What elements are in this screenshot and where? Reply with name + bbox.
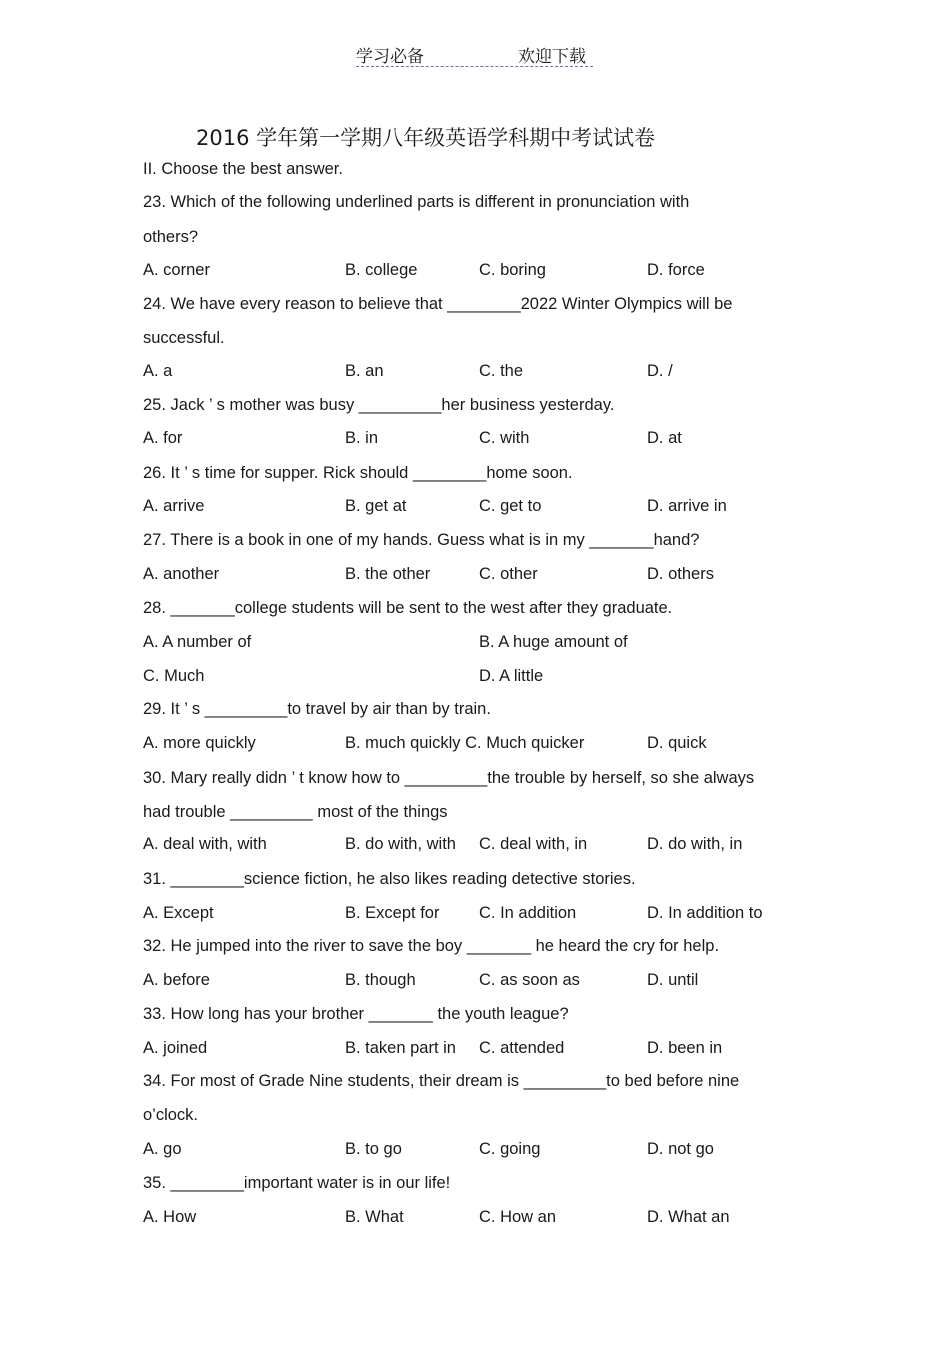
option-a: A. arrive <box>143 497 205 515</box>
option-b: B. an <box>345 362 384 380</box>
question-32: 32. He jumped into the river to save the boy _______ he heard the cry for help. <box>143 937 720 955</box>
option-d: D. until <box>647 971 699 989</box>
question-31: 31. ________science fiction, he also likes reading detective stories. <box>143 870 636 888</box>
question-23: 23. Which of the following underlined parts is different in pronunciation with <box>143 193 690 211</box>
option-d: D. been in <box>647 1039 723 1057</box>
option-b: B. Except for <box>345 904 440 922</box>
question-27: 27. There is a book in one of my hands. Guess what is in my _______hand? <box>143 531 700 549</box>
option-c: C. going <box>479 1140 541 1158</box>
option-a: A. for <box>143 429 183 447</box>
option-b: B. do with, with <box>345 835 456 853</box>
option-c: C. attended <box>479 1039 565 1057</box>
option-b: B. get at <box>345 497 407 515</box>
header-right-text: 欢迎下载 <box>518 47 586 67</box>
question-25: 25. Jack ’ s mother was busy _________her business yesterday. <box>143 396 615 414</box>
option-d: D. A little <box>479 667 544 685</box>
option-b: B. A huge amount of <box>479 633 628 651</box>
option-d: D. do with, in <box>647 835 743 853</box>
option-a: A. more quickly <box>143 734 256 752</box>
option-a: A. deal with, with <box>143 835 267 853</box>
question-24: 24. We have every reason to believe that ________2022 Winter Olympics will be <box>143 295 733 313</box>
option-b-c: B. much quickly C. Much quicker <box>345 734 585 752</box>
option-d: D. at <box>647 429 682 447</box>
option-a: A. go <box>143 1140 182 1158</box>
question-29: 29. It ’ s _________to travel by air than by train. <box>143 700 491 718</box>
question-34: 34. For most of Grade Nine students, their dream is _________to bed before nine <box>143 1072 740 1090</box>
question-30-cont: had trouble _________ most of the things <box>143 803 448 821</box>
option-c: C. the <box>479 362 524 380</box>
option-c: C. deal with, in <box>479 835 588 853</box>
option-a: A. Except <box>143 904 214 922</box>
option-d: D. others <box>647 565 714 583</box>
option-d: D. force <box>647 261 705 279</box>
option-c: C. boring <box>479 261 546 279</box>
option-b: B. the other <box>345 565 431 583</box>
question-30: 30. Mary really didn ’ t know how to _________the trouble by herself, so she always <box>143 769 755 787</box>
option-b: B. taken part in <box>345 1039 456 1057</box>
page-header <box>356 40 593 67</box>
option-b: B. to go <box>345 1140 402 1158</box>
option-b: B. college <box>345 261 418 279</box>
option-a: A. How <box>143 1208 197 1226</box>
question-34-cont: o’clock. <box>143 1106 199 1124</box>
option-d: D. quick <box>647 734 707 752</box>
option-c: C. get to <box>479 497 542 515</box>
option-c: C. Much <box>143 667 205 685</box>
question-26: 26. It ’ s time for supper. Rick should ________home soon. <box>143 464 573 482</box>
exam-title: 2016 学年第一学期八年级英语学科期中考试试卷 <box>196 126 656 150</box>
option-b: B. in <box>345 429 379 447</box>
option-a: A. corner <box>143 261 210 279</box>
question-33: 33. How long has your brother _______ the youth league? <box>143 1005 569 1023</box>
question-23-cont: others? <box>143 228 199 246</box>
option-d: D. not go <box>647 1140 714 1158</box>
option-d: D. / <box>647 362 673 380</box>
option-b: B. though <box>345 971 416 989</box>
option-c: C. How an <box>479 1208 557 1226</box>
option-d: D. What an <box>647 1208 730 1226</box>
question-35: 35. ________important water is in our life! <box>143 1174 451 1192</box>
option-a: A. A number of <box>143 633 252 651</box>
option-d: D. arrive in <box>647 497 727 515</box>
option-b: B. What <box>345 1208 404 1226</box>
question-28: 28. _______college students will be sent to the west after they graduate. <box>143 599 673 617</box>
option-c: C. as soon as <box>479 971 580 989</box>
section-heading: II. Choose the best answer. <box>143 160 343 178</box>
option-c: C. with <box>479 429 530 447</box>
option-a: A. a <box>143 362 173 380</box>
header-left-text: 学习必备 <box>356 47 424 67</box>
option-a: A. joined <box>143 1039 208 1057</box>
option-d: D. In addition to <box>647 904 763 922</box>
option-a: A. before <box>143 971 210 989</box>
option-c: C. In addition <box>479 904 577 922</box>
option-a: A. another <box>143 565 220 583</box>
question-24-cont: successful. <box>143 329 225 347</box>
option-c: C. other <box>479 565 538 583</box>
